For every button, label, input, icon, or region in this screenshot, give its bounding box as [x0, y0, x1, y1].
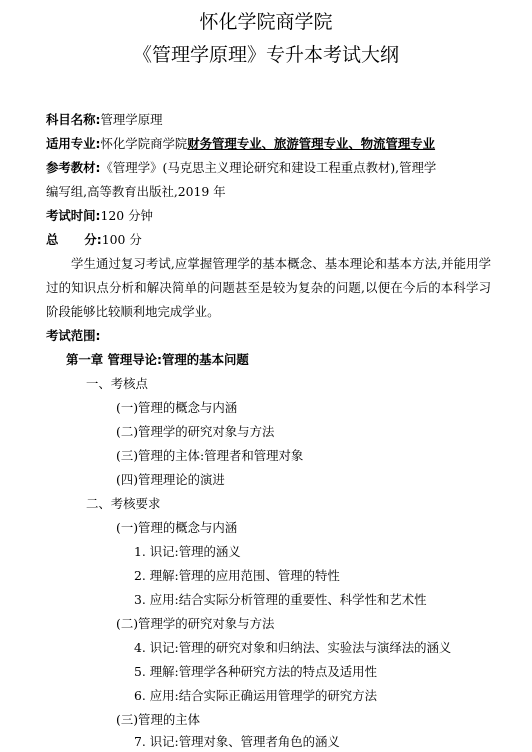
requirement-item: 4. 识记:管理的研究对象和归纳法、实验法与演绎法的涵义	[134, 640, 452, 655]
score-label-b: 分:	[84, 232, 102, 247]
subsection-title: (三)管理的主体	[116, 712, 201, 727]
intro-paragraph: 学生通过复习考试,应掌握管理学的基本概念、基本理论和基本方法,并能用学过的知识点分析和解决简单的问题甚至是较为复杂的问题,以便在今后的本科学习阶段能够比较顺利地完成学业。	[46, 256, 491, 319]
subsection-title: (三)管理的主体:管理者和管理对象	[116, 448, 304, 463]
textbook-value-2: 编写组,高等教育出版社,2019 年	[46, 184, 226, 199]
document-subtitle: 《管理学原理》专升本考试大纲	[132, 44, 399, 66]
subject-value: 管理学原理	[100, 112, 163, 127]
major-line	[46, 136, 435, 152]
score-line	[46, 232, 142, 248]
chapter-title: 第一章 管理导论:管理的基本问题	[66, 352, 249, 367]
score-label-a: 总	[46, 232, 59, 247]
requirement-item: 3. 应用:结合实际分析管理的重要性、科学性和艺术性	[134, 592, 427, 607]
subsection-title: (一)管理的概念与内涵	[116, 400, 238, 415]
textbook-label: 参考教材:	[46, 160, 101, 175]
section-title: 二、考核要求	[86, 496, 161, 511]
document-title: 怀化学院商学院	[199, 11, 333, 33]
textbook-value-1: 《管理学》(马克思主义理论研究和建设工程重点教材),管理学	[100, 160, 437, 175]
textbook-line	[46, 160, 436, 176]
scope-label: 考试范围:	[46, 328, 101, 343]
major-prefix: 怀化学院商学院	[100, 136, 188, 151]
subject-line	[46, 112, 162, 128]
subsection-title: (二)管理学的研究对象与方法	[116, 424, 275, 439]
requirement-item: 2. 理解:管理的应用范围、管理的特性	[134, 568, 340, 583]
time-label: 考试时间:	[46, 208, 101, 223]
major-label: 适用专业:	[46, 136, 101, 151]
subsection-title: (四)管理理论的演进	[116, 472, 225, 487]
time-line	[46, 208, 153, 224]
score-value: 100 分	[101, 232, 142, 247]
requirement-item: 7. 识记:管理对象、管理者角色的涵义	[134, 734, 340, 749]
time-value: 120 分钟	[100, 208, 153, 223]
requirement-item: 5. 理解:管理学各种研究方法的特点及适用性	[134, 664, 377, 679]
requirement-item: 1. 识记:管理的涵义	[134, 544, 241, 559]
subject-label: 科目名称:	[46, 112, 101, 127]
requirement-item: 6. 应用:结合实际正确运用管理学的研究方法	[134, 688, 377, 703]
major-list: 财务管理专业、旅游管理专业、物流管理专业	[187, 136, 436, 151]
section-title: 一、考核点	[86, 376, 148, 391]
subsection-title: (一)管理的概念与内涵	[116, 520, 238, 535]
subsection-title: (二)管理学的研究对象与方法	[116, 616, 275, 631]
